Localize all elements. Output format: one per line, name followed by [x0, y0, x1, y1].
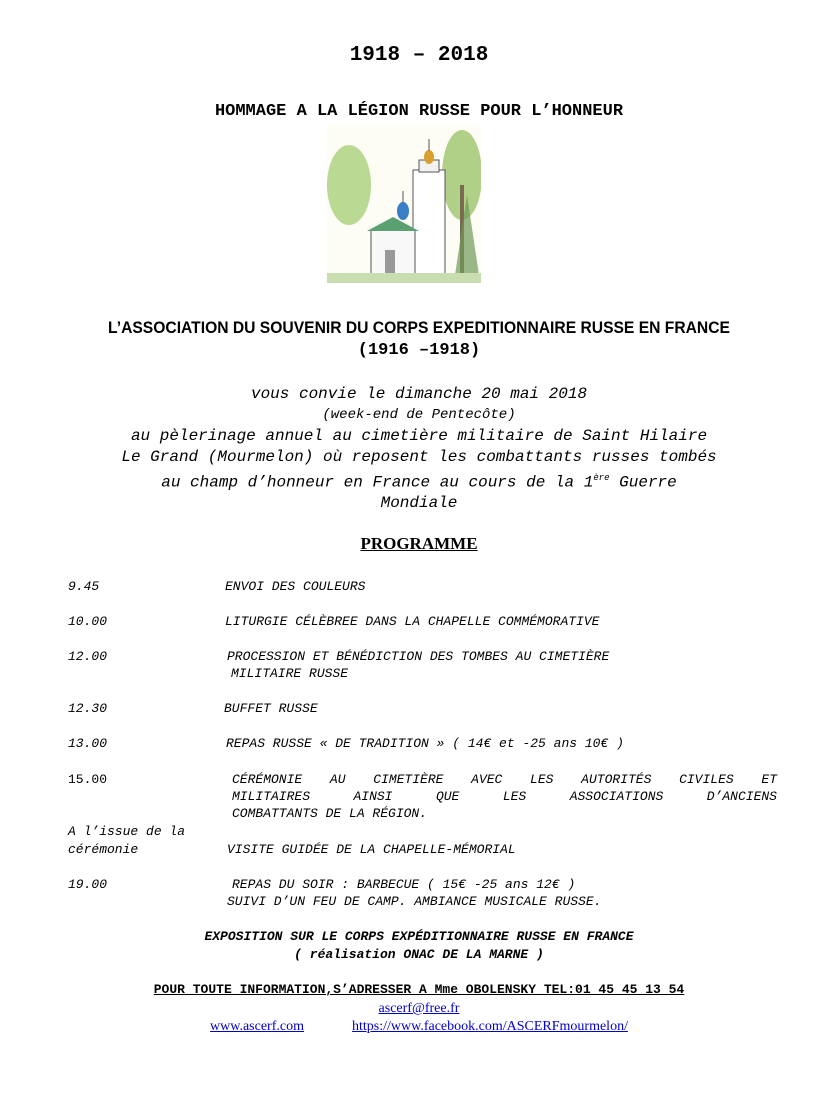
exposition-line: EXPOSITION SUR LE CORPS EXPÉDITIONNAIRE RUSSE EN FRANCE: [204, 929, 634, 944]
programme-time: 19.00: [68, 877, 108, 892]
programme-event: MILITAIRES AINSI QUE LES ASSOCIATIONS D’ANCIENS: [232, 789, 777, 804]
contact-info-text: POUR TOUTE INFORMATION,S’ADRESSER A Mme OBOLENSKY TEL:01 45 45 13 54: [153, 982, 685, 997]
programme-time: 12.30: [68, 701, 108, 716]
invitation-line: (week-end de Pentecôte): [322, 407, 516, 423]
page-title: HOMMAGE A LA LÉGION RUSSE POUR L’HONNEUR: [214, 102, 624, 121]
programme-time: cérémonie: [68, 842, 139, 857]
links-row: [0, 1017, 838, 1035]
programme-event: ENVOI DES COULEURS: [225, 579, 366, 594]
programme-event: BUFFET RUSSE: [224, 701, 318, 716]
programme-time: 15.00: [68, 772, 108, 787]
programme-time: 13.00: [68, 736, 108, 751]
association-name: L’ASSOCIATION DU SOUVENIR DU CORPS EXPEDITIONNAIRE RUSSE EN FRANCE: [108, 318, 730, 337]
programme-event: LITURGIE CÉLÈBREE DANS LA CHAPELLE COMMÉMORATIVE: [225, 614, 600, 629]
programme-event: COMBATTANTS DE LA RÉGION.: [232, 806, 428, 821]
programme-event: MILITAIRE RUSSE: [231, 666, 349, 681]
invitation-line: vous convie le dimanche 20 mai 2018: [250, 385, 588, 403]
programme-time: 12.00: [68, 649, 108, 664]
superscript: ère: [593, 473, 610, 483]
programme-event: VISITE GUIDÉE DE LA CHAPELLE-MÉMORIAL: [227, 842, 516, 857]
email-link[interactable]: ascerf@free.fr: [378, 1001, 460, 1016]
invitation-line: Le Grand (Mourmelon) où reposent les combattants russes tombés: [121, 448, 717, 466]
invitation-text-part: Guerre: [609, 473, 677, 492]
invitation-line: au pèlerinage annuel au cimetière militaire de Saint Hilaire: [130, 427, 708, 445]
years-heading: 1918 – 2018: [349, 44, 489, 67]
programme-time: 10.00: [68, 614, 108, 629]
contact-info: [0, 982, 838, 997]
programme-event: PROCESSION ET BÉNÉDICTION DES TOMBES AU CIMETIÈRE: [227, 649, 610, 664]
programme-time: 9.45: [68, 579, 100, 594]
facebook-link[interactable]: https://www.facebook.com/ASCERFmourmelon/: [352, 1019, 628, 1034]
invitation-line: [0, 468, 838, 493]
programme-title: PROGRAMME: [360, 534, 478, 553]
programme-event: SUIVI D’UN FEU DE CAMP. AMBIANCE MUSICALE RUSSE.: [227, 894, 602, 909]
association-years: (1916 –1918): [357, 341, 481, 360]
programme-time: A l’issue de la: [68, 824, 186, 839]
invitation-text-part: au champ d’honneur en France au cours de la 1: [161, 473, 594, 492]
invitation-text: [0, 384, 838, 514]
invitation-line: Mondiale: [380, 494, 458, 513]
exposition-line: ( réalisation ONAC DE LA MARNE ): [294, 947, 544, 962]
email-row: [0, 999, 838, 1017]
chapel-drawing-icon: [327, 125, 481, 283]
programme-event: REPAS RUSSE « DE TRADITION » ( 14€ et -25 ans 10€ ): [226, 736, 624, 751]
programme-event: REPAS DU SOIR : BARBECUE ( 15€ -25 ans 12€ ): [232, 877, 576, 892]
programme-event: CÉRÉMONIE AU CIMETIÈRE AVEC LES AUTORITÉS CIVILES ET: [232, 772, 777, 787]
website-link[interactable]: www.ascerf.com: [210, 1019, 304, 1034]
